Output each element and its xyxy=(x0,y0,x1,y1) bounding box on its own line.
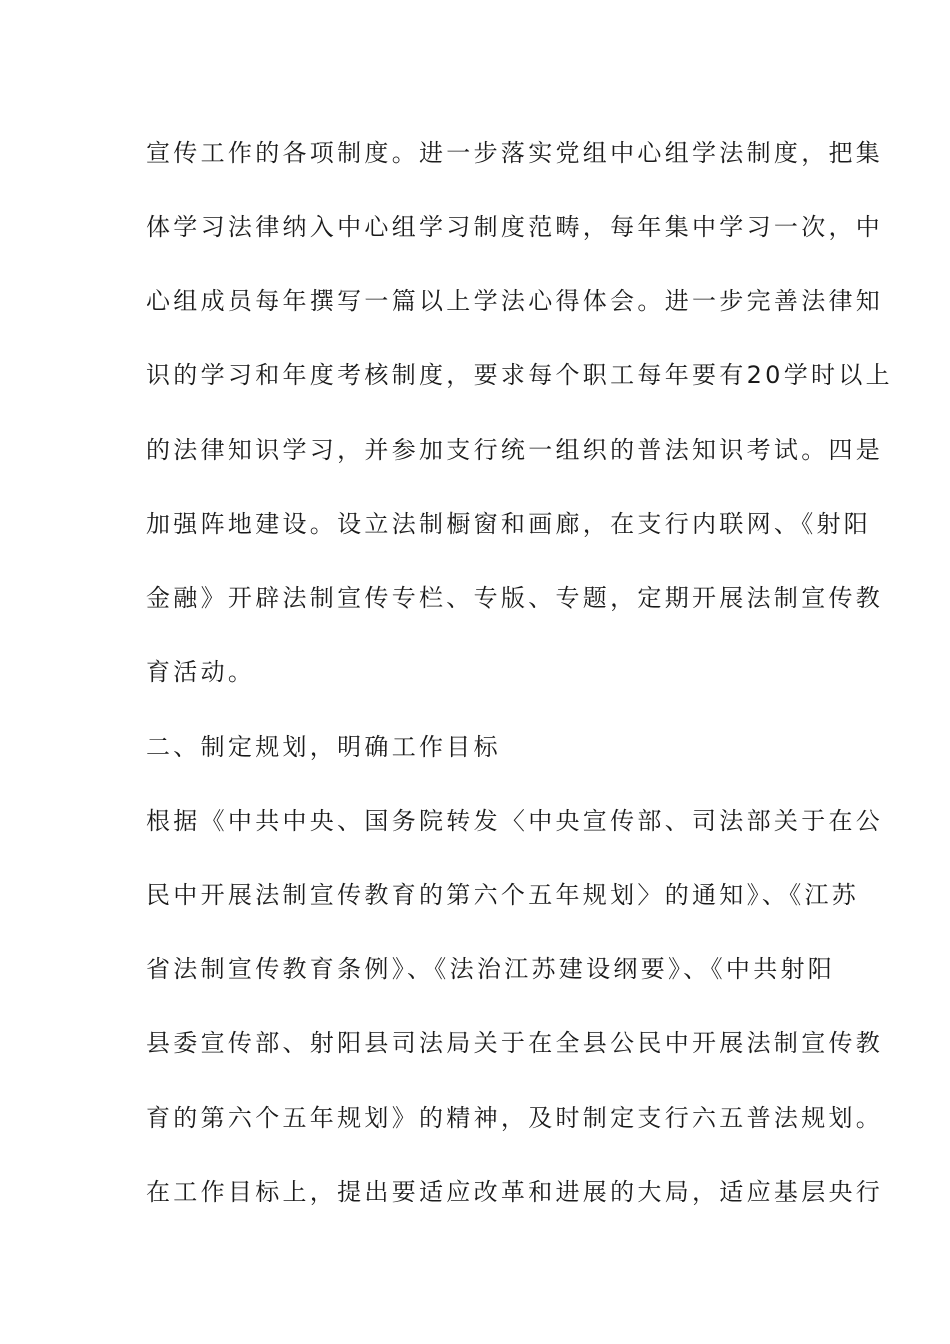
body-text-line: 育的第六个五年规划》的精神，及时制定支行六五普法规划。 xyxy=(146,1104,884,1132)
body-text-line: 县委宣传部、射阳县司法局关于在全县公民中开展法制宣传教 xyxy=(146,1029,884,1057)
body-text-line: 省法制宣传教育条例》、《法治江苏建设纲要》、《中共射阳 xyxy=(146,955,836,983)
body-text-line: 在工作目标上，提出要适应改革和进展的大局，适应基层央行 xyxy=(146,1178,884,1206)
body-text-line: 育活动。 xyxy=(146,658,256,686)
body-text-line: 金融》开辟法制宣传专栏、专版、专题，定期开展法制宣传教 xyxy=(146,584,884,612)
body-text-line: 宣传工作的各项制度。进一步落实党组中心组学法制度，把集 xyxy=(146,139,884,167)
body-text-line: 心组成员每年撰写一篇以上学法心得体会。进一步完善法律知 xyxy=(146,287,884,315)
body-text-line: 民中开展法制宣传教育的第六个五年规划〉的通知》、《江苏 xyxy=(146,881,860,909)
body-text-line: 识的学习和年度考核制度，要求每个职工每年要有20学时以上 xyxy=(146,361,893,389)
body-text-line: 的法律知识学习，并参加支行统一组织的普法知识考试。四是 xyxy=(146,436,884,464)
body-text-line: 根据《中共中央、国务院转发〈中央宣传部、司法部关于在公 xyxy=(146,807,884,835)
body-text-line: 加强阵地建设。设立法制橱窗和画廊，在支行内联网、《射阳 xyxy=(146,510,872,538)
body-text-line: 体学习法律纳入中心组学习制度范畴，每年集中学习一次，中 xyxy=(146,213,884,241)
section-heading: 二、制定规划，明确工作目标 xyxy=(146,733,501,761)
